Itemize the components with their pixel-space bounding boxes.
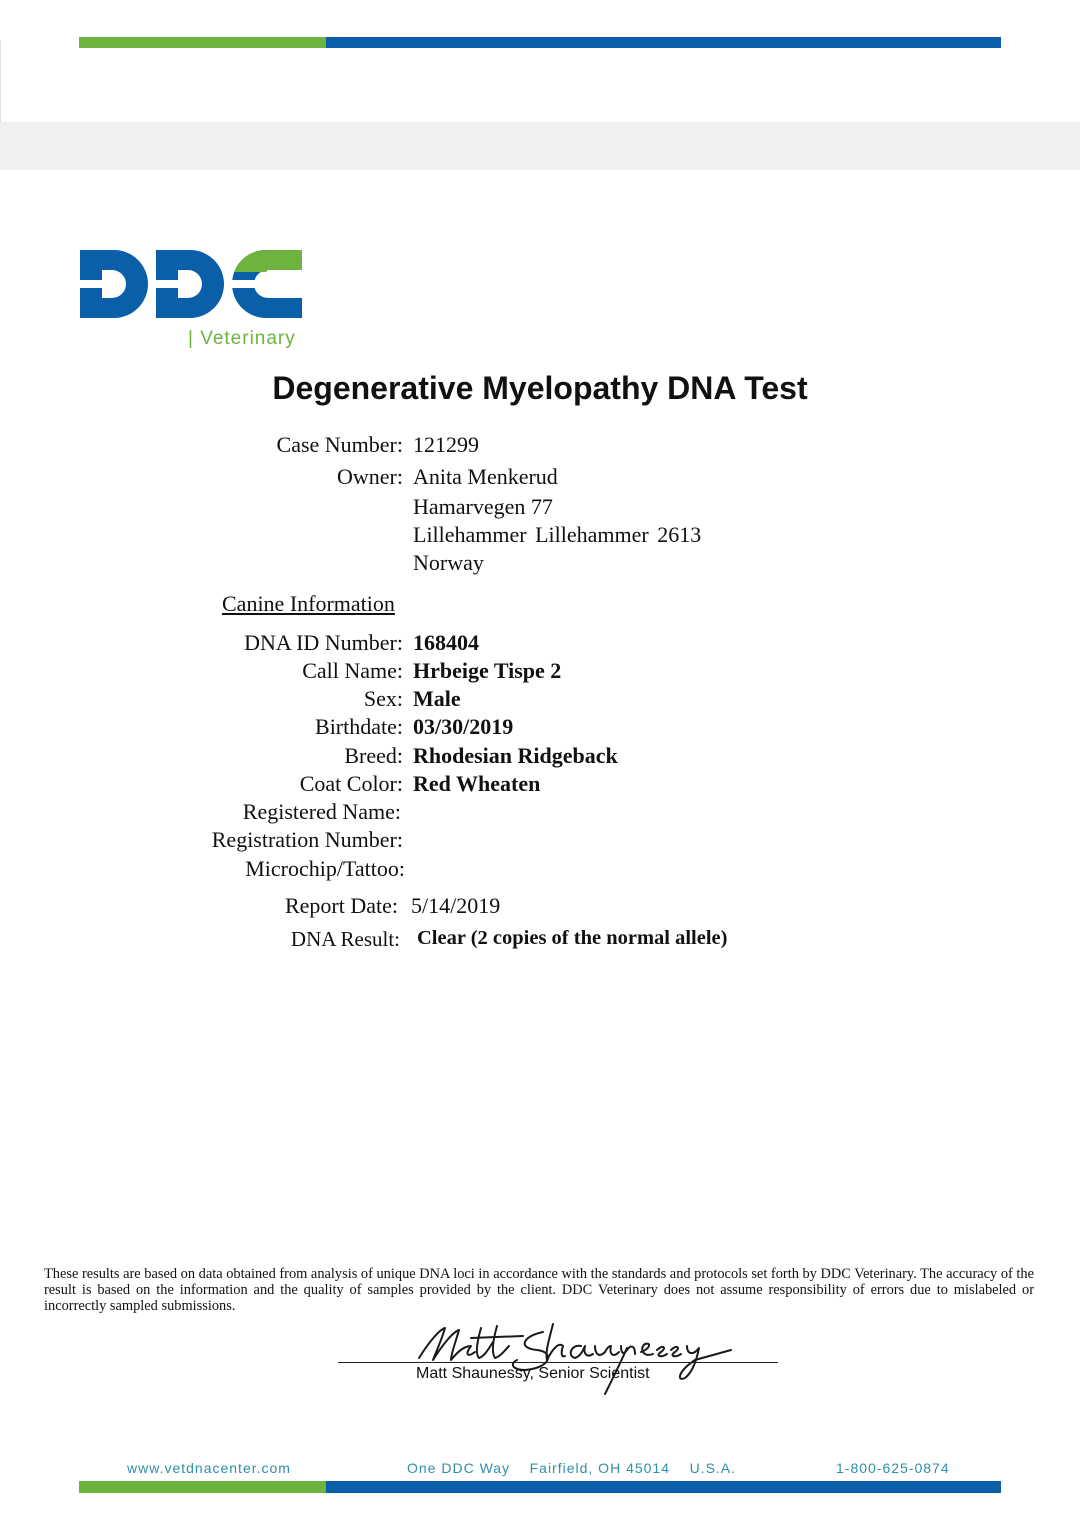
coat-color-label: Coat Color:: [299, 771, 403, 796]
owner-label: Owner:: [337, 464, 403, 489]
dna-result-label: DNA Result:: [290, 927, 400, 951]
footer-website[interactable]: www.vetdnacenter.com: [127, 1460, 291, 1476]
ddc-logo: [78, 248, 304, 320]
registration-number-label: Registration Number:: [211, 827, 403, 852]
dna-result-value: Clear (2 copies of the normal allele): [417, 927, 728, 949]
footer-address: One DDC Way Fairfield, OH 45014 U.S.A.: [407, 1460, 737, 1476]
dna-id-label: DNA ID Number:: [244, 630, 403, 655]
call-name-label: Call Name:: [302, 658, 403, 683]
disclaimer-text: These results are based on data obtained from analysis of unique DNA loci in accordance with the standards and protocols set forth by DDC Veterinary. The accuracy of the result is based on the information and the quality of samples provided by the client. DDC Veterinary does not assume responsibility of errors due to mislabeled or incorrectly sampled submissions.: [44, 1266, 1034, 1314]
page-separator: [0, 122, 1080, 170]
sex-value: Male: [413, 686, 461, 711]
footer-blue-bar: [326, 1481, 1001, 1493]
page-top-margin: [0, 0, 1080, 36]
canine-information-heading: Canine Information: [222, 591, 395, 616]
signature-caption: Matt Shaunessy, Senior Scientist: [416, 1365, 650, 1382]
breed-value: Rhodesian Ridgeback: [413, 743, 618, 768]
report-date-value: 5/14/2019: [411, 893, 501, 918]
owner-name: Anita Menkerud: [413, 464, 558, 489]
microchip-label: Microchip/Tattoo:: [245, 856, 405, 881]
owner-country: Norway: [413, 550, 484, 575]
dna-id-value: 168404: [413, 630, 479, 655]
header-green-bar: [79, 37, 326, 48]
report-date-label: Report Date:: [284, 893, 398, 918]
page-title: Degenerative Myelopathy DNA Test: [272, 370, 808, 406]
call-name-value: Hrbeige Tispe 2: [413, 658, 562, 683]
page-edge: [0, 40, 1, 122]
handwritten-signature: [405, 1312, 745, 1402]
signature-line: [338, 1362, 778, 1363]
sex-label: Sex:: [363, 686, 403, 711]
registered-name-label: Registered Name:: [242, 799, 401, 824]
header-blue-bar: [326, 37, 1001, 48]
footer-green-bar: [79, 1481, 326, 1493]
case-number-value: 121299: [413, 432, 479, 457]
logo-subtitle: | Veterinary: [188, 328, 296, 349]
birthdate-label: Birthdate:: [315, 714, 403, 739]
owner-street: Hamarvegen 77: [413, 494, 553, 519]
footer-phone: 1-800-625-0874: [836, 1460, 950, 1476]
breed-label: Breed:: [344, 743, 403, 768]
coat-color-value: Red Wheaten: [413, 771, 541, 796]
owner-city: Lillehammer Lillehammer 2613: [413, 522, 702, 547]
case-number-label: Case Number:: [276, 432, 403, 457]
birthdate-value: 03/30/2019: [413, 714, 514, 739]
